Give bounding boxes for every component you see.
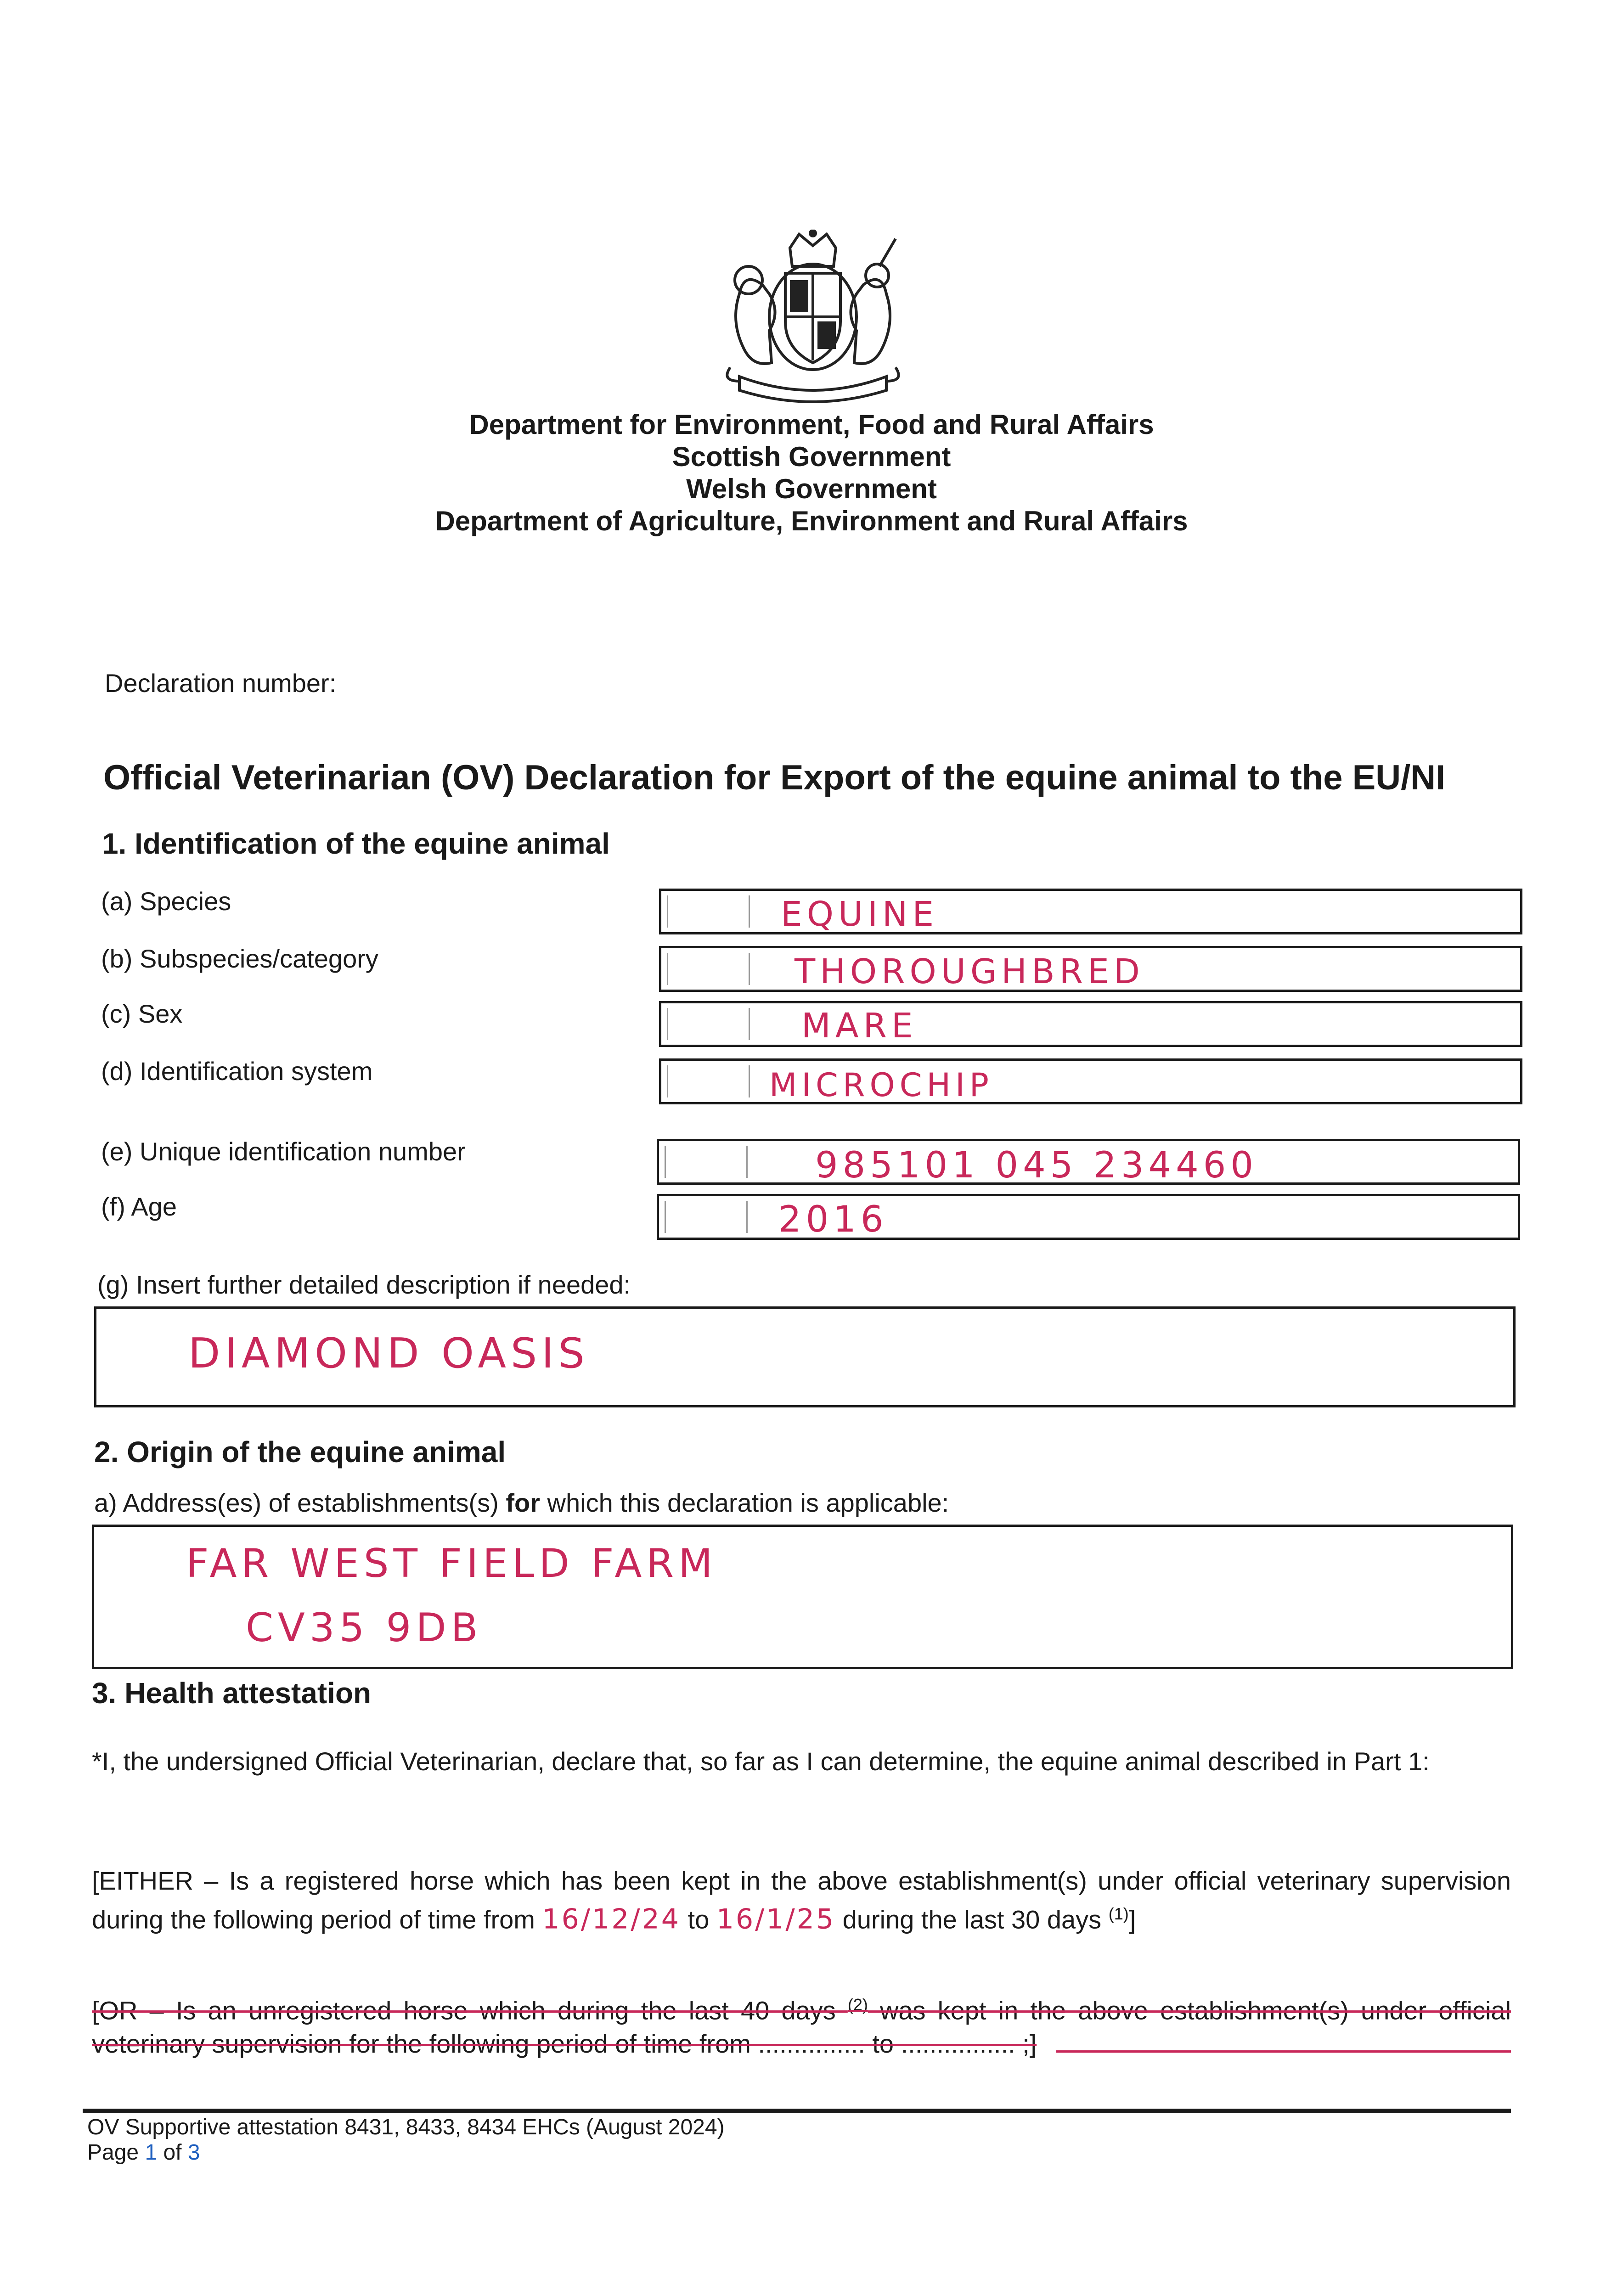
section3-heading: 3. Health attestation [92,1677,372,1710]
address-line1: FAR WEST FIELD FARM [186,1541,717,1587]
footer-rule [83,2109,1511,2113]
page-number: Page 1 of 3 [87,2140,200,2165]
dept-daera: Department of Agriculture, Environment and Rural Affairs [435,506,1188,536]
subspecies-label: (b) Subspecies/category [101,944,378,973]
declaration-number-label: Declaration number: [105,669,337,698]
section2-heading: 2. Origin of the equine animal [94,1435,506,1469]
dept-welsh-government: Welsh Government [686,473,937,504]
dept-defra: Department for Environment, Food and Rural Affairs [469,409,1154,440]
age-label: (f) Age [101,1192,177,1221]
subspecies-field[interactable] [659,946,1522,992]
footer-attestation: OV Supportive attestation 8431, 8433, 8434 EHCs (August 2024) [87,2115,725,2139]
species-value: EQUINE [781,895,939,934]
description-label: (g) Insert further detailed description if needed: [97,1270,631,1299]
unique-id-value: 985101 045 234460 [815,1145,1258,1186]
strike-line [1056,2050,1511,2053]
description-value: DIAMOND OASIS [188,1329,589,1378]
dept-scottish-government: Scottish Government [672,441,951,472]
age-field[interactable] [657,1194,1520,1240]
section1-heading: 1. Identification of the equine animal [102,827,610,860]
sex-value: MARE [801,1006,918,1046]
sex-label: (c) Sex [101,999,183,1028]
address-field[interactable] [92,1525,1513,1669]
species-label: (a) Species [101,887,231,916]
royal-coat-of-arms-icon [712,230,914,404]
age-value: 2016 [778,1199,888,1240]
sex-field[interactable] [659,1001,1522,1047]
identification-system-value: MICROCHIP [769,1066,994,1104]
species-field[interactable] [659,889,1522,934]
either-clause: [EITHER – Is a registered horse which has been kept in the above establishment(s) under official veterinary supervision during the following period of time from 16/12/24 to 16/1/25 during the last 30 days $^{(1)}$] [92,1866,1511,1936]
identification-system-label: (d) Identification system [101,1057,373,1086]
unique-id-label: (e) Unique identification number [101,1137,466,1166]
unique-id-field[interactable] [657,1139,1520,1185]
royal-crest [712,230,914,404]
address-line2: CV35 9DB [246,1605,483,1651]
subspecies-value: THOROUGHBRED [795,952,1144,991]
health-intro: *I, the undersigned Official Veterinarian, declare that, so far as I can determine, the equine animal described in Part 1: [92,1747,1430,1776]
address-label: a) Address(es) of establishments(s) for which this declaration is applicable: [94,1488,949,1517]
either-to-date: 16/1/25 [716,1903,836,1936]
either-from-date: 16/12/24 [542,1903,681,1936]
identification-system-field[interactable] [659,1058,1522,1104]
page-title: Official Veterinarian (OV) Declaration for Export of the equine animal to the EU/NI [103,758,1446,797]
description-field[interactable] [94,1306,1516,1407]
or-clause-struck: [OR – Is an unregistered horse which during the last 40 days $^{(2)}$ was kept in the above establishment(s) under official veterinary supervision for the following period of time from ............... to ................ ;] [92,1995,1511,2058]
